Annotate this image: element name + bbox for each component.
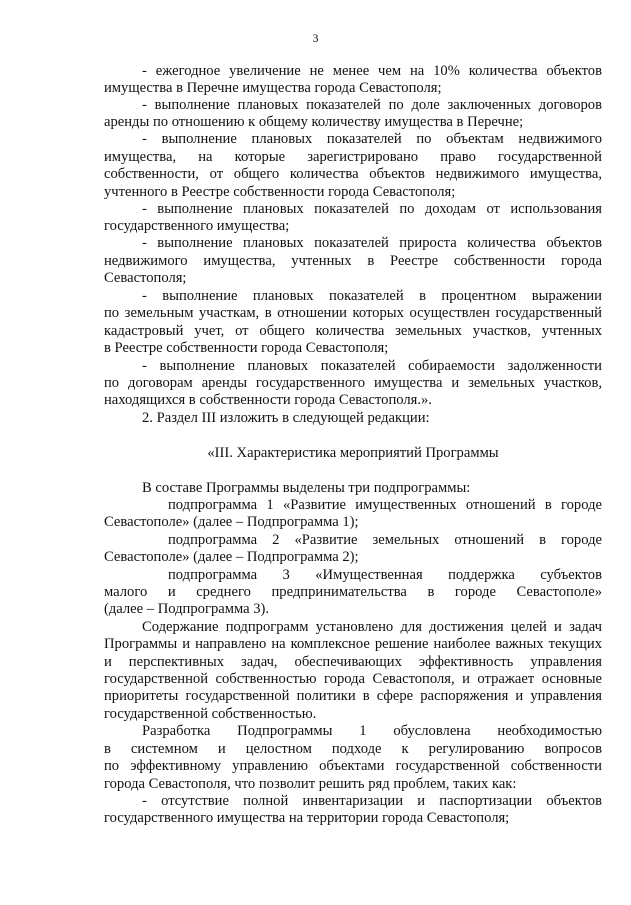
text-line: Содержание подпрограмм установлено для достижения целей и задач xyxy=(142,619,602,635)
text-line: и перспективных задач, обеспечивающих эффективность управления xyxy=(104,654,602,670)
text-line: находящихся в собственности города Севастополя.». xyxy=(104,392,432,408)
text-line: государственного имущества на территории города Севастополя; xyxy=(104,810,510,826)
text-line: - ежегодное увеличение не менее чем на 10% количества объектов xyxy=(142,63,602,79)
text-line: - выполнение плановых показателей прироста количества объектов xyxy=(142,235,602,251)
text-line: Разработка Подпрограммы 1 обусловлена необходимостью xyxy=(142,723,602,739)
text-line: по земельным участкам, в отношении которых осуществлен государственный xyxy=(104,305,602,321)
text-line: в системном и целостном подходе к регулированию вопросов xyxy=(104,741,602,757)
text-line: подпрограмма 3 «Имущественная поддержка субъектов xyxy=(168,567,602,583)
section-heading: «III. Характеристика мероприятий Программы xyxy=(207,445,499,461)
text-line: государственной собственностью города Севастополя, и отражает основные xyxy=(104,671,602,687)
text-line: города Севастополя, что позволит решить ряд проблем, таких как: xyxy=(104,776,517,792)
text-line: Программы и направлено на комплексное решение наиболее важных текущих xyxy=(104,636,602,652)
text-line: - выполнение плановых показателей по доходам от использования xyxy=(142,201,602,217)
text-line: подпрограмма 2 «Развитие земельных отношений в городе xyxy=(168,532,602,548)
text-line: - выполнение плановых показателей собираемости задолженности xyxy=(142,358,602,374)
text-line: имущества в Перечне имущества города Севастополя; xyxy=(104,80,442,96)
text-line: (далее – Подпрограмма 3). xyxy=(104,601,270,617)
text-line: приоритеты государственной политики в сфере распоряжения и управления xyxy=(104,688,602,704)
text-line: имущества, на которые зарегистрировано право государственной xyxy=(104,149,602,165)
text-line: 2. Раздел III изложить в следующей редакции: xyxy=(142,410,430,426)
text-line: в Реестре собственности города Севастополя; xyxy=(104,340,389,356)
text-line: кадастровый учет, от общего количества земельных участков, учтенных xyxy=(104,323,602,339)
text-line: аренды по отношению к общему количеству имущества в Перечне; xyxy=(104,114,524,130)
text-line: Севастополе» (далее – Подпрограмма 1); xyxy=(104,514,359,530)
text-line: подпрограмма 1 «Развитие имущественных отношений в городе xyxy=(168,497,602,513)
text-line: - выполнение плановых показателей по доле заключенных договоров xyxy=(142,97,602,113)
text-line: малого и среднего предпринимательства в городе Севастополе» xyxy=(104,584,602,600)
text-line: - выполнение плановых показателей по объектам недвижимого xyxy=(142,131,602,147)
text-line: - отсутствие полной инвентаризации и паспортизации объектов xyxy=(142,793,602,809)
page-number: 3 xyxy=(312,31,319,45)
text-line: Севастополе» (далее – Подпрограмма 2); xyxy=(104,549,359,565)
text-line: В составе Программы выделены три подпрограммы: xyxy=(142,480,471,496)
text-line: государственного имущества; xyxy=(104,218,290,234)
text-line: по эффективному управлению объектами государственной собственности xyxy=(104,758,602,774)
text-line: Севастополя; xyxy=(104,270,187,286)
text-line: недвижимого имущества, учтенных в Реестре собственности города xyxy=(104,253,602,269)
text-line: по договорам аренды государственного имущества и земельных участков, xyxy=(104,375,602,391)
text-line: учтенного в Реестре собственности города Севастополя; xyxy=(104,184,456,200)
text-line: собственности, от общего количества объектов недвижимого имущества, xyxy=(104,166,602,182)
text-line: - выполнение плановых показателей в процентном выражении xyxy=(142,288,602,304)
text-line: государственной собственностью. xyxy=(104,706,317,722)
